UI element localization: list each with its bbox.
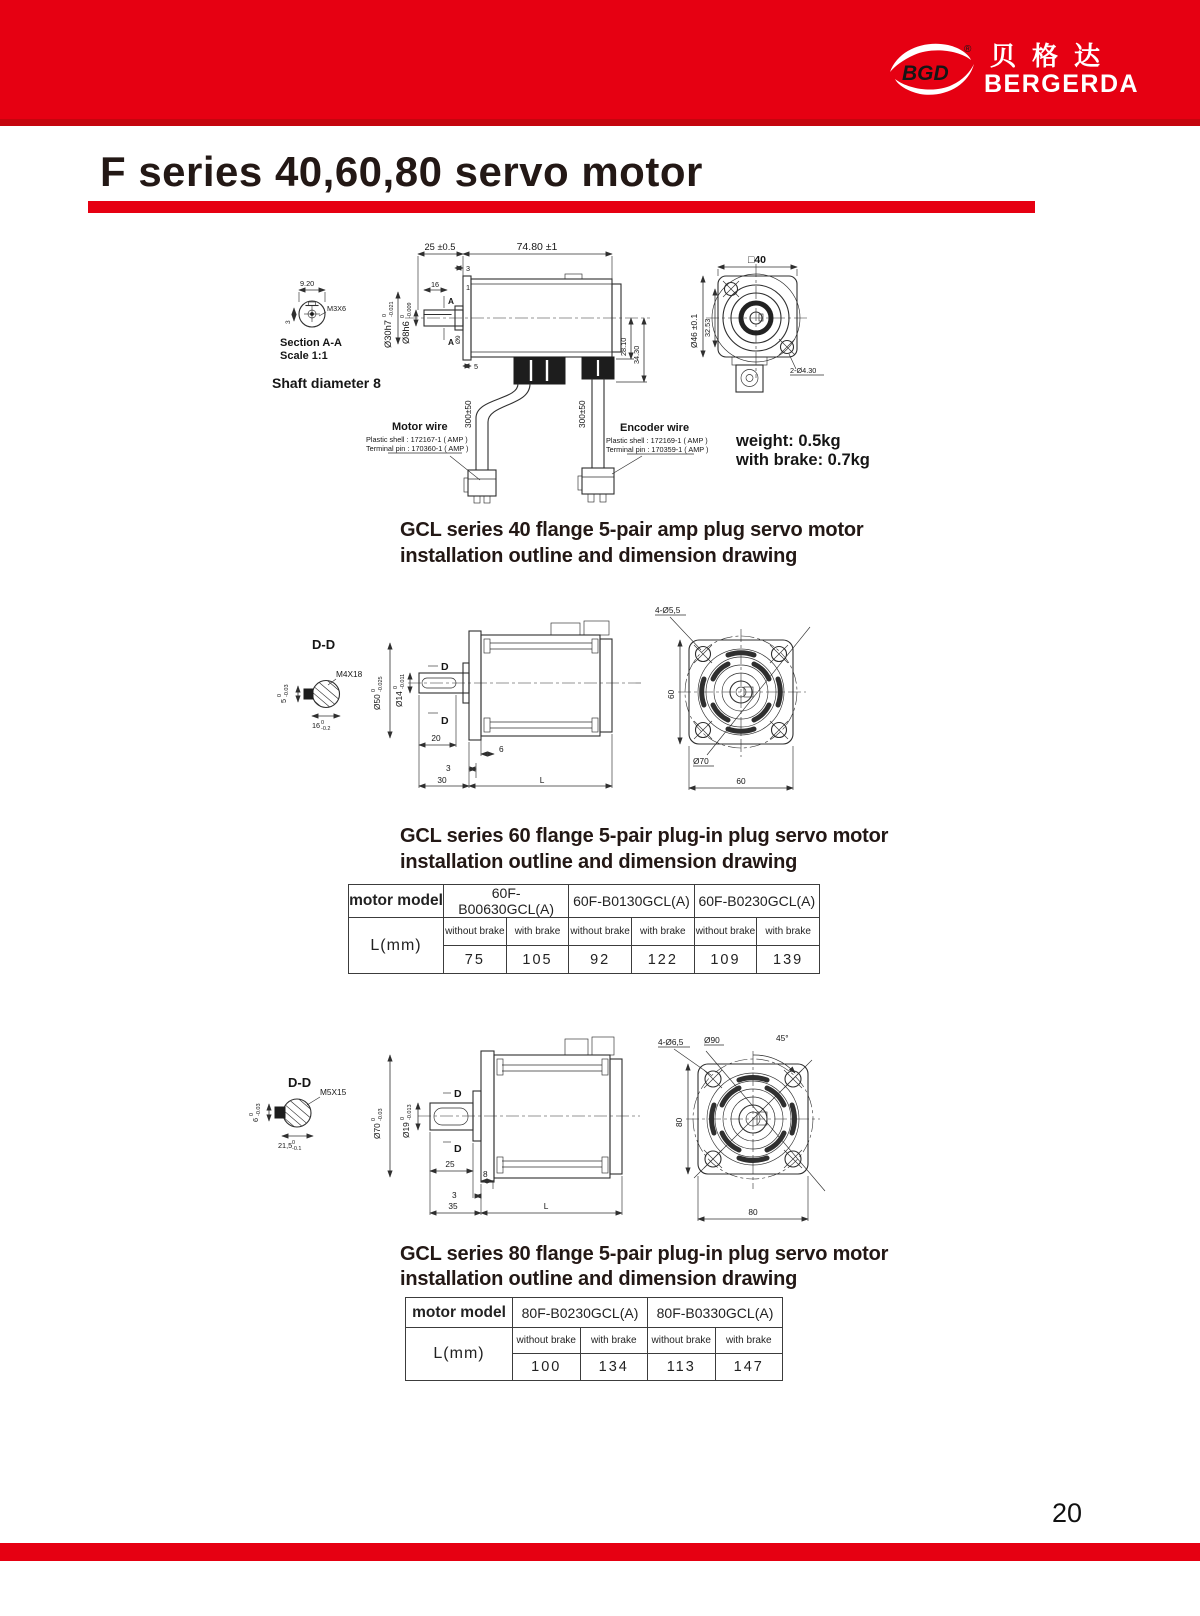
svg-text:0: 0 xyxy=(277,693,283,697)
table60-value: 105 xyxy=(506,946,569,974)
caption-80 xyxy=(400,1242,888,1292)
dd-label-80: D-D xyxy=(288,1075,312,1090)
svg-text:5: 5 xyxy=(279,698,288,703)
table60-sub: without brake xyxy=(569,918,632,946)
table60-value: 75 xyxy=(444,946,507,974)
drawing-motor-60 xyxy=(270,583,910,803)
logo-registered-mark: ® xyxy=(964,44,972,55)
dim-front-a-60: 6 xyxy=(499,744,504,754)
dim-pilot-front-60: Ø70 xyxy=(693,756,709,766)
section-dd-detail-80 xyxy=(249,1075,347,1152)
section-mark-d-top-80: D xyxy=(454,1088,462,1100)
bgd-logo-icon xyxy=(886,40,978,102)
dim-key-width-80 xyxy=(249,1103,262,1122)
shaft-note: Shaft diameter 8 xyxy=(272,375,381,391)
svg-text:0: 0 xyxy=(371,1117,377,1121)
dim-pilot-d-60 xyxy=(371,676,384,710)
table80-value: 113 xyxy=(648,1354,716,1381)
encoder-wire-shell: Plastic shell : 172169-1 ( AMP ) xyxy=(606,436,708,445)
dim-front-step: 1 xyxy=(466,283,471,292)
table60-model-2: 60F-B0130GCL(A) xyxy=(569,885,694,918)
table60-sub: with brake xyxy=(506,918,569,946)
svg-text:21,5: 21,5 xyxy=(278,1141,293,1150)
table80-value: 100 xyxy=(513,1354,581,1381)
table80-row-label: L(mm) xyxy=(406,1328,513,1381)
svg-text:-0.009: -0.009 xyxy=(407,302,413,318)
svg-text:0: 0 xyxy=(393,685,399,689)
table60-value: 139 xyxy=(757,946,820,974)
dimension-table-80 xyxy=(405,1297,783,1381)
dim-sec-key: 3 xyxy=(285,320,292,324)
dim-sec-thread: M3X6 xyxy=(327,304,347,313)
table60-col0: motor model xyxy=(349,885,444,918)
svg-text:0: 0 xyxy=(249,1112,255,1116)
dim-mount-holes: 2-Ø4.30 xyxy=(790,366,817,375)
svg-text:-0.03: -0.03 xyxy=(284,684,290,697)
dim-front-a-80: 8 xyxy=(483,1169,488,1179)
caption-40-line2: installation outline and dimension drawing xyxy=(400,545,798,567)
section-aa-detail xyxy=(272,279,381,391)
dim-boss-dia: Ø9 xyxy=(455,335,462,344)
dim-key-length: 16 xyxy=(430,280,440,289)
dim-sec-width: 9.20 xyxy=(300,279,315,288)
dim-conn-h2: 34.30 xyxy=(632,345,641,364)
motor-40-front-view xyxy=(689,254,870,469)
dim-square-40: □40 xyxy=(747,254,767,266)
dim-bodylen-80: L xyxy=(543,1201,549,1211)
dim-pilot-d-80 xyxy=(371,1108,384,1139)
dim-boss-length: 5 xyxy=(474,362,479,371)
caption-60 xyxy=(400,823,888,875)
dim-height-60: 60 xyxy=(666,689,676,699)
section-mark-a-top: A xyxy=(448,296,454,306)
table60-value: 92 xyxy=(569,946,632,974)
logo-abbr: BGD xyxy=(902,62,949,85)
table60-sub: with brake xyxy=(631,918,694,946)
dim-across-60 xyxy=(312,720,330,732)
svg-text:Ø50: Ø50 xyxy=(372,694,382,710)
svg-text:-0.025: -0.025 xyxy=(378,676,384,692)
caption-80-line2: installation outline and dimension drawing xyxy=(400,1268,798,1290)
title-underline xyxy=(88,201,1035,213)
svg-text:Ø30h7: Ø30h7 xyxy=(383,320,393,348)
dim-front-b-60: 3 xyxy=(446,763,451,773)
dim-bodylen-60: L xyxy=(539,775,545,785)
svg-text:0: 0 xyxy=(371,688,377,692)
table80-value: 147 xyxy=(715,1354,783,1381)
encoder-wire-pin: Terminal pin : 170359-1 ( AMP ) xyxy=(606,445,709,454)
motor-40-side-view xyxy=(366,241,708,503)
svg-text:0: 0 xyxy=(400,314,406,318)
table60-model-1: 60F-B00630GCL(A) xyxy=(444,885,569,918)
drawing-motor-40 xyxy=(270,232,930,504)
drawing-motor-80 xyxy=(240,993,920,1243)
table60-value: 122 xyxy=(631,946,694,974)
table80-sub: with brake xyxy=(580,1328,648,1354)
dim-keylen-80: 25 xyxy=(445,1159,455,1169)
motor-wire-title: Motor wire xyxy=(392,421,448,433)
motor-wire-shell: Plastic shell : 172167-1 ( AMP ) xyxy=(366,435,468,444)
svg-text:Ø19: Ø19 xyxy=(401,1122,411,1138)
table60-row-label: L(mm) xyxy=(349,918,444,974)
dim-shaft-length: 25 ±0.5 xyxy=(424,242,456,252)
dim-shaft-d-60 xyxy=(393,674,406,707)
section-mark-d-bottom-80: D xyxy=(454,1143,462,1155)
svg-text:0: 0 xyxy=(382,313,388,317)
motor-60-front-view xyxy=(655,605,810,790)
table80-sub: without brake xyxy=(513,1328,581,1354)
table80-sub: with brake xyxy=(715,1328,783,1354)
dim-key-width-60 xyxy=(277,684,290,703)
dim-hole-span: 32.53 xyxy=(703,318,712,337)
table60-value: 109 xyxy=(694,946,757,974)
svg-text:0: 0 xyxy=(321,720,325,726)
section-mark-d-top-60: D xyxy=(441,661,449,673)
dim-across-80 xyxy=(278,1140,301,1152)
dim-shaft-dia xyxy=(400,302,413,344)
dim-shaft-d-80 xyxy=(400,1104,413,1138)
table60-sub: with brake xyxy=(757,918,820,946)
dim-cable2: 300±50 xyxy=(577,400,587,428)
dim-width-60: 60 xyxy=(736,776,746,786)
dim-step: 3 xyxy=(466,264,471,273)
table60-sub: without brake xyxy=(444,918,507,946)
caption-80-line1: GCL series 80 flange 5-pair plug-in plug servo motor xyxy=(400,1243,889,1265)
table80-value: 134 xyxy=(580,1354,648,1381)
caption-40 xyxy=(400,517,864,569)
table80-model-2: 80F-B0330GCL(A) xyxy=(648,1298,783,1328)
dim-thread-60: M4X18 xyxy=(336,669,363,679)
motor-80-front-view xyxy=(658,1033,825,1221)
svg-text:Ø14: Ø14 xyxy=(394,691,404,707)
table60-model-3: 60F-B0230GCL(A) xyxy=(694,885,819,918)
section-dd-detail-60 xyxy=(277,637,363,732)
svg-text:16: 16 xyxy=(312,721,321,730)
section-label: Section A-A xyxy=(280,337,342,349)
svg-text:Ø70: Ø70 xyxy=(372,1123,382,1139)
table80-col0: motor model xyxy=(406,1298,513,1328)
svg-text:Ø8h6: Ø8h6 xyxy=(401,321,411,344)
section-mark-d-bottom-60: D xyxy=(441,715,449,727)
svg-text:0: 0 xyxy=(292,1140,296,1146)
dim-width-80: 80 xyxy=(748,1207,758,1217)
encoder-wire-title: Encoder wire xyxy=(620,422,690,434)
table80-model-1: 80F-B0230GCL(A) xyxy=(513,1298,648,1328)
logo-latin-name: BERGERDA xyxy=(984,70,1140,98)
svg-text:-0.013: -0.013 xyxy=(407,1104,413,1120)
svg-text:-0.021: -0.021 xyxy=(389,301,395,317)
weight-brake-label: with brake: 0.7kg xyxy=(736,451,870,469)
page-header xyxy=(0,0,1200,126)
dim-shaftlen-60: 30 xyxy=(437,775,447,785)
dim-conn-h1: 28.10 xyxy=(619,337,628,356)
scale-label: Scale 1:1 xyxy=(280,350,328,362)
table60-sub: without brake xyxy=(694,918,757,946)
motor-80-side-view xyxy=(371,1037,640,1215)
dim-flange-dia xyxy=(382,301,395,348)
caption-60-line1: GCL series 60 flange 5-pair plug-in plug servo motor xyxy=(400,825,889,847)
dim-holes-60: 4-Ø5,5 xyxy=(655,605,681,615)
motor-wire-pin: Terminal pin : 170360-1 ( AMP ) xyxy=(366,444,469,453)
dim-keylen-60: 20 xyxy=(431,733,441,743)
motor-60-side-view xyxy=(371,621,642,788)
svg-text:-0.03: -0.03 xyxy=(378,1108,384,1121)
svg-text:-0.1: -0.1 xyxy=(292,1146,302,1152)
svg-text:-0.011: -0.011 xyxy=(400,673,406,689)
footer-bar xyxy=(0,1543,1200,1561)
dimension-table-60 xyxy=(348,884,820,974)
svg-text:-0.03: -0.03 xyxy=(256,1103,262,1116)
dim-cable1: 300±50 xyxy=(463,400,473,428)
svg-text:-0.2: -0.2 xyxy=(321,726,331,732)
dim-angle-80: 45° xyxy=(776,1033,789,1043)
dim-front-b-80: 3 xyxy=(452,1190,457,1200)
dim-height-80: 80 xyxy=(674,1117,684,1127)
dim-holes-80: 4-Ø6,5 xyxy=(658,1037,684,1047)
dim-thread-80: M5X15 xyxy=(320,1087,347,1097)
section-mark-a-bottom: A xyxy=(448,337,454,347)
logo-chinese-name: 贝格达 xyxy=(990,41,1117,71)
svg-text:6: 6 xyxy=(251,1117,260,1122)
page-title: F series 40,60,80 servo motor xyxy=(100,148,703,195)
caption-60-line2: installation outline and dimension drawing xyxy=(400,851,798,873)
caption-40-line1: GCL series 40 flange 5-pair amp plug servo motor xyxy=(400,519,864,541)
weight-label: weight: 0.5kg xyxy=(736,432,841,450)
svg-text:0: 0 xyxy=(400,1116,406,1120)
dim-pilot-front-80: Ø90 xyxy=(704,1035,720,1045)
dd-label: D-D xyxy=(312,637,336,652)
dim-shaftlen-80: 35 xyxy=(448,1201,458,1211)
dim-pilot-dia: Ø46 ±0.1 xyxy=(689,313,699,348)
dim-body-length: 74.80 ±1 xyxy=(516,241,558,253)
table80-sub: without brake xyxy=(648,1328,716,1354)
page-number: 20 xyxy=(1052,1498,1083,1528)
